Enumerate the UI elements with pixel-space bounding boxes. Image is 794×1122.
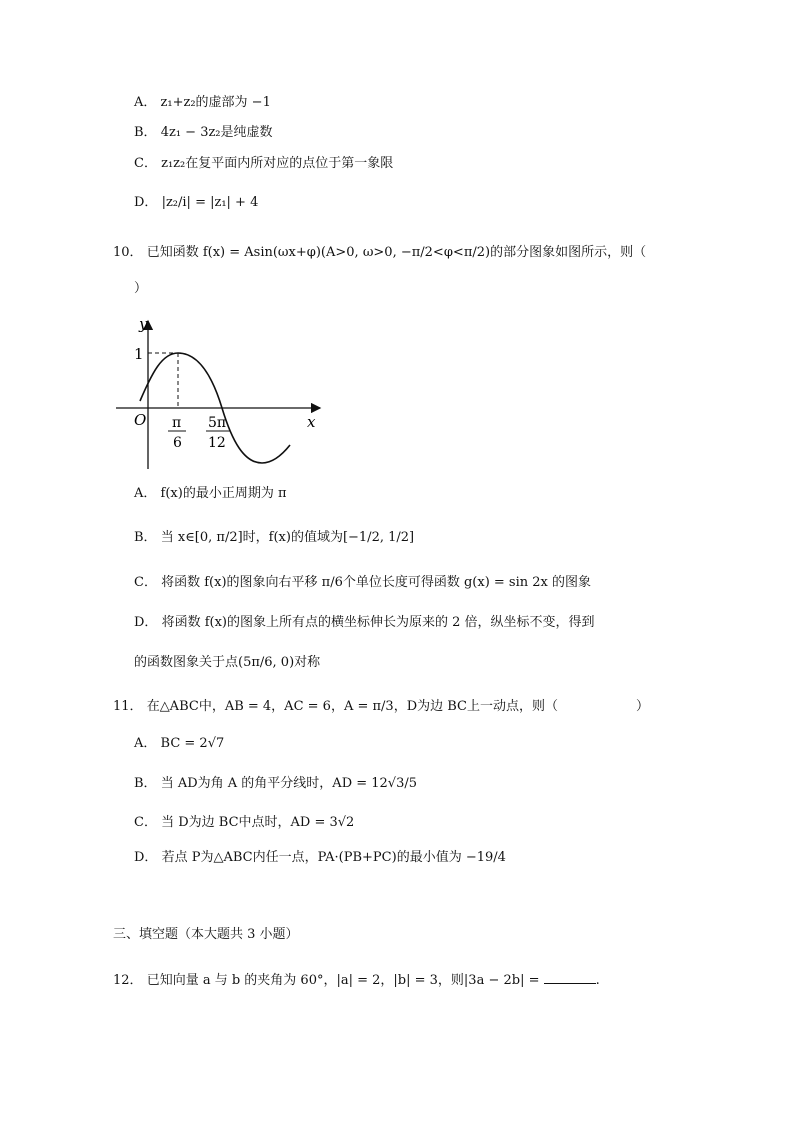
option-label: C．: [134, 815, 157, 830]
option-text: 若点 P为△ABC内任一点，PA·(PB+PC)的最小值为 −19/4: [161, 850, 506, 865]
option-label: D．: [134, 850, 158, 865]
option-label: A．: [134, 736, 157, 751]
q12-stem: [113, 971, 600, 991]
option-text: z₁+z₂的虚部为 −1: [160, 95, 271, 110]
option-text: z₁z₂在复平面内所对应的点位于第一象限: [161, 156, 394, 171]
option-text: f(x)的最小正周期为 π: [160, 486, 287, 501]
x-axis-label: x: [307, 413, 316, 431]
option-text: |z₂/i| = |z₁| + 4: [161, 195, 259, 210]
question-number: 10．: [113, 245, 143, 260]
option-text: 当 D为边 BC中点时，AD = 3√2: [161, 815, 355, 830]
q9-option-b: [134, 123, 273, 143]
option-label: A．: [134, 486, 157, 501]
option-label: D．: [134, 195, 158, 210]
q11-option-b: [134, 774, 417, 794]
q10-option-d: [134, 613, 595, 633]
q11-option-d: [134, 848, 506, 868]
y-axis-label: y: [139, 315, 148, 333]
option-text: 的函数图象关于点(5π/6, 0)对称: [134, 655, 321, 670]
option-label: B．: [134, 776, 157, 791]
option-label: C．: [134, 156, 157, 171]
option-text: 将函数 f(x)的图象上所有点的横坐标伸长为原来的 2 倍，纵坐标不变，得到: [161, 615, 595, 630]
option-label: B．: [134, 125, 157, 140]
question-end: .: [595, 973, 600, 988]
option-text: 当 x∈[0, π/2]时，f(x)的值域为[−1/2, 1/2]: [160, 530, 415, 545]
q10-option-d-continued: [134, 653, 320, 673]
question-text: 已知向量 a 与 b 的夹角为 60°，|a| = 2，|b| = 3，则|3a − 2b| =: [146, 973, 540, 988]
tick2-denominator: 12: [208, 435, 226, 451]
q10-close-paren: ）: [134, 281, 148, 296]
q9-option-a: [134, 93, 271, 113]
option-label: A．: [134, 95, 157, 110]
question-number: 11．: [113, 699, 143, 714]
option-label: B．: [134, 530, 157, 545]
q10-option-b: [134, 528, 414, 548]
option-text: BC = 2√7: [160, 736, 225, 751]
q10-option-c: [134, 573, 591, 593]
option-text: 4z₁ − 3z₂是纯虚数: [160, 125, 273, 140]
tick1-numerator: π: [172, 415, 182, 431]
q10-option-a: [134, 484, 287, 504]
tick2-numerator: 5π: [208, 415, 227, 431]
peak-value-label: 1: [134, 345, 144, 363]
q11-option-a: [134, 734, 224, 754]
option-text: 将函数 f(x)的图象向右平移 π/6个单位长度可得函数 g(x) = sin 2x 的图象: [161, 575, 591, 590]
question-text: 已知函数 f(x) = Asin(ωx+φ)(A>0, ω>0, −π/2<φ<π/2)的部分图象如图所示，则（: [146, 245, 647, 260]
option-text: 当 AD为角 A 的角平分线时，AD = 12√3/5: [160, 776, 418, 791]
q11-stem: [113, 697, 558, 717]
option-label: D．: [134, 615, 158, 630]
q10-stem: [113, 243, 646, 263]
q9-option-d: [134, 193, 258, 213]
question-text: 在△ABC中，AB = 4，AC = 6，A = π/3，D为边 BC上一动点，则（: [146, 699, 558, 714]
tick1-denominator: 6: [173, 435, 182, 451]
q11-option-c: [134, 813, 354, 833]
option-label: C．: [134, 575, 157, 590]
origin-label: O: [134, 411, 147, 429]
section-title: 三、填空题（本大题共 3 小题）: [113, 927, 299, 942]
q11-close-paren: ）: [636, 699, 650, 714]
answer-blank[interactable]: [544, 971, 596, 984]
sine-graph: [112, 315, 332, 475]
question-number: 12．: [113, 973, 143, 988]
q9-option-c: [134, 154, 393, 174]
